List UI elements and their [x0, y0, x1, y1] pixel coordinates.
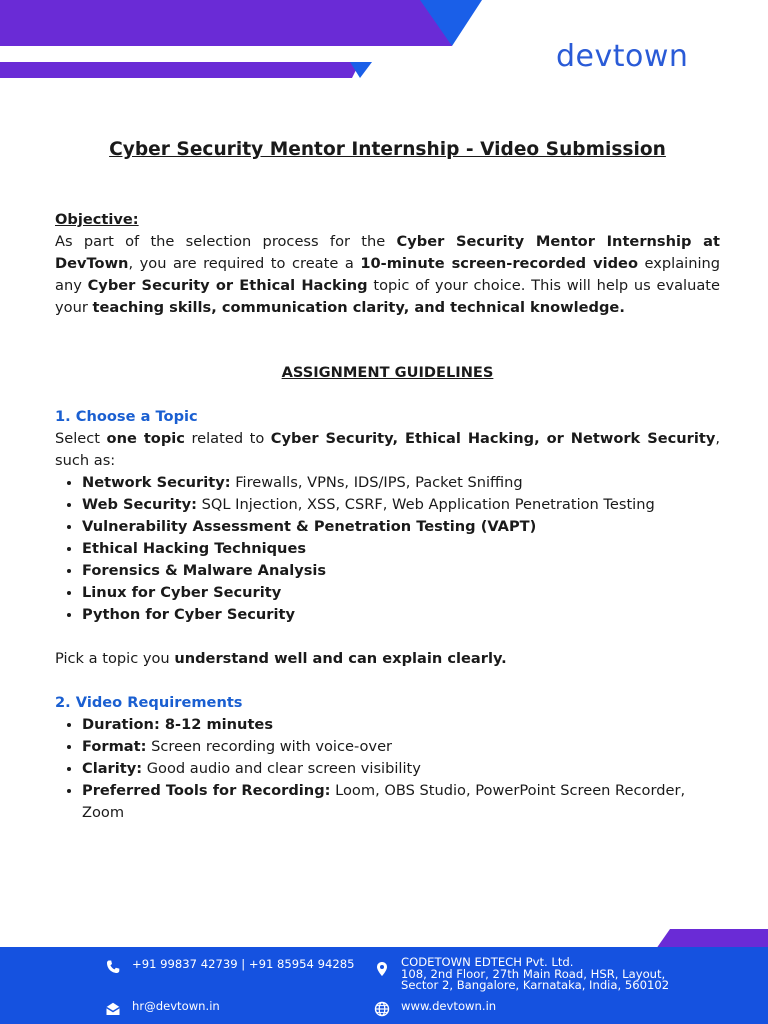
website-link[interactable]: www.devtown.in	[401, 999, 497, 1013]
list-item-label: Duration: 8-12 minutes	[82, 716, 274, 733]
list-item	[82, 780, 720, 824]
list-item-label: Web Security:	[82, 496, 197, 513]
bold-text: one topic	[106, 430, 185, 447]
header-purple-stripe	[0, 62, 360, 78]
footer	[0, 947, 768, 1024]
bold-text: Cyber Security Mentor Internship at DevTown	[55, 233, 720, 272]
list-item	[82, 494, 720, 516]
list-item	[82, 758, 720, 780]
email-address[interactable]: hr@devtown.in	[132, 999, 220, 1013]
list-item-label: Linux for Cyber Security	[82, 584, 282, 601]
devtown-logo: devtown	[556, 39, 689, 74]
list-item	[82, 560, 720, 582]
body-text: related to	[184, 430, 271, 447]
address-line-2: Sector 2, Bangalore, Karnataka, India, 560102	[401, 978, 670, 992]
list-item	[82, 516, 720, 538]
address-line-1: 108, 2nd Floor, 27th Main Road, HSR, Layout,	[401, 966, 666, 981]
list-item-label: Python for Cyber Security	[82, 606, 295, 623]
list-item	[82, 604, 720, 626]
footer-website	[374, 1001, 496, 1017]
body-text: , you are required to create a	[128, 255, 361, 272]
bold-text: understand well and can explain clearly.	[174, 650, 507, 667]
guidelines-heading: ASSIGNMENT GUIDELINES	[281, 364, 494, 381]
bold-text: 10-minute screen-recorded video	[360, 255, 638, 272]
bold-text: Cyber Security, Ethical Hacking, or Network Security	[270, 430, 716, 447]
section-heading-video-requirements: 2. Video Requirements	[55, 694, 243, 711]
section1-closing	[55, 648, 720, 670]
footer-phone	[105, 959, 354, 975]
list-item-label: Preferred Tools for Recording:	[82, 782, 331, 799]
body-text: Select	[55, 430, 107, 447]
list-item-label: Ethical Hacking Techniques	[82, 540, 307, 557]
envelope-icon	[105, 1001, 121, 1017]
list-item-label: Forensics & Malware Analysis	[82, 562, 327, 579]
body-text: Pick a topic you	[55, 650, 175, 667]
list-item-detail: Firewalls, VPNs, IDS/IPS, Packet Sniffing	[230, 474, 523, 491]
body-text: topic of your choice. This will help us evaluate your	[55, 277, 721, 316]
phone-numbers: +91 99837 42739 | +91 85954 94285	[132, 957, 355, 971]
objective-paragraph	[55, 231, 720, 319]
company-address	[401, 957, 669, 992]
footer-address	[374, 957, 669, 992]
list-item-detail: SQL Injection, XSS, CSRF, Web Application Penetration Testing	[196, 496, 655, 513]
body-text: , such as:	[55, 430, 721, 469]
location-pin-icon	[374, 961, 390, 977]
list-item-detail: Good audio and clear screen visibility	[142, 760, 421, 777]
footer-email	[105, 1001, 220, 1017]
company-name: CODETOWN EDTECH Pvt. Ltd.	[401, 955, 574, 969]
phone-icon	[105, 959, 121, 975]
list-item	[82, 472, 720, 494]
list-item-detail: Loom, OBS Studio, PowerPoint Screen Recorder, Zoom	[82, 782, 686, 821]
footer-purple-tab	[656, 929, 768, 949]
list-item	[82, 736, 720, 758]
list-item-label: Network Security:	[82, 474, 231, 491]
list-item-label: Vulnerability Assessment & Penetration Testing (VAPT)	[82, 518, 537, 535]
body-text: As part of the selection process for the	[55, 233, 397, 250]
requirements-list	[55, 714, 720, 824]
bold-text: teaching skills, communication clarity, and technical knowledge.	[92, 299, 625, 316]
globe-icon	[374, 1001, 390, 1017]
page-title: Cyber Security Mentor Internship - Video Submission	[109, 139, 666, 160]
list-item-detail: Screen recording with voice-over	[146, 738, 393, 755]
topic-list	[55, 472, 720, 626]
list-item-label: Format:	[82, 738, 147, 755]
list-item	[82, 582, 720, 604]
list-item	[82, 538, 720, 560]
objective-label: Objective:	[55, 211, 139, 228]
list-item-label: Clarity:	[82, 760, 143, 777]
section1-intro	[55, 428, 720, 472]
body-text: explaining any	[55, 255, 721, 294]
list-item	[82, 714, 720, 736]
document-body	[55, 138, 720, 824]
header-purple-band	[0, 0, 452, 46]
bold-text: Cyber Security or Ethical Hacking	[87, 277, 368, 294]
section-heading-choose-topic: 1. Choose a Topic	[55, 408, 198, 425]
